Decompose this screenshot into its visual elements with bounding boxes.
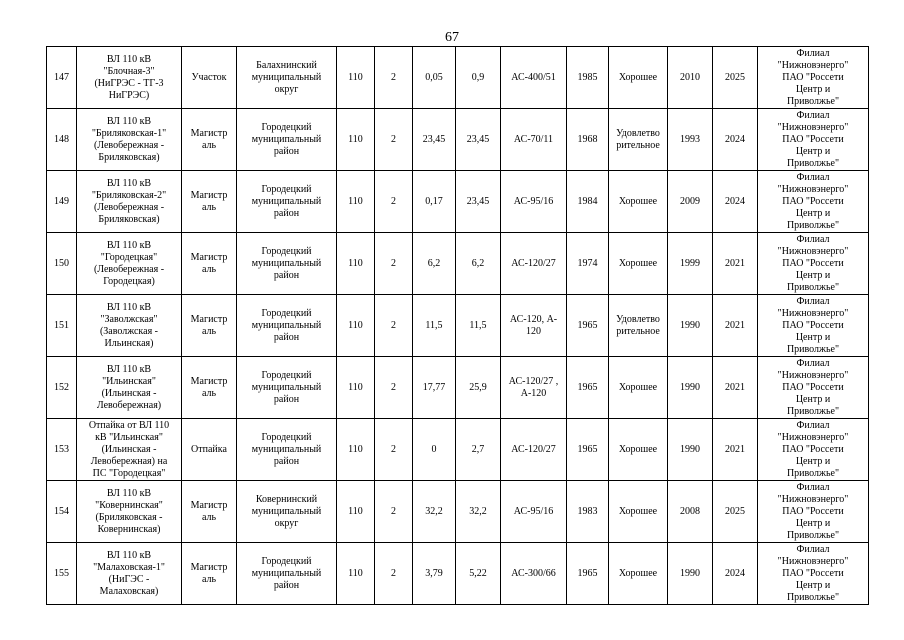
- cell-text-line: Центр и: [795, 145, 831, 157]
- cell-text-line: аль: [201, 263, 217, 275]
- table-row: [47, 357, 869, 419]
- cell-text-line: Филиал: [796, 419, 830, 431]
- year-repair-cell: 2009: [668, 171, 713, 233]
- table-row: [47, 419, 869, 481]
- cell-text-line: Городецкий: [261, 431, 312, 443]
- cell-text-line: Центр и: [795, 83, 831, 95]
- district-cell: [237, 543, 337, 605]
- cell-text-line: "Бриляковская-1": [91, 127, 167, 139]
- cell-text-line: Левобережная) на: [90, 455, 168, 467]
- cell-text-line: Приволжье": [786, 157, 840, 169]
- wire-brand-cell: [501, 47, 567, 109]
- cell-text-line: "Бриляковская-2": [91, 189, 167, 201]
- year-next-cell: 2021: [713, 419, 758, 481]
- cell-text-line: ПАО "Россети: [782, 71, 844, 83]
- line-name-cell: [77, 419, 182, 481]
- district-cell: [237, 419, 337, 481]
- cell-text-line: Приволжье": [786, 281, 840, 293]
- section-length-cell: 23,45: [413, 109, 456, 171]
- cell-text-line: Магистр: [190, 499, 228, 511]
- cell-text-line: Городецкий: [261, 369, 312, 381]
- cell-text-line: Приволжье": [786, 529, 840, 541]
- district-cell: [237, 481, 337, 543]
- cell-text-line: АС-300/66: [511, 567, 556, 579]
- cell-text-line: муниципальный: [251, 257, 322, 269]
- cell-text-line: А-120: [520, 387, 547, 399]
- cell-text-line: "Нижновэнерго": [777, 431, 849, 443]
- cell-text-line: район: [273, 269, 300, 281]
- table-row: [47, 47, 869, 109]
- year-built-cell: 1965: [567, 295, 609, 357]
- cell-text-line: "Нижновэнерго": [777, 121, 849, 133]
- year-built-cell: 1968: [567, 109, 609, 171]
- cell-text-line: (Бриляковская -: [95, 511, 163, 523]
- cell-text-line: ПС "Городецкая": [92, 467, 166, 479]
- cell-text-line: Удовлетво: [616, 313, 660, 325]
- condition-cell: [609, 109, 668, 171]
- cell-text-line: Филиал: [796, 295, 830, 307]
- cell-text-line: ПАО "Россети: [782, 381, 844, 393]
- total-length-cell: 23,45: [456, 171, 501, 233]
- cell-text-line: НиГРЭС): [108, 89, 150, 101]
- cell-text-line: (Левобережная -: [93, 201, 165, 213]
- cell-text-line: Филиал: [796, 481, 830, 493]
- owner-cell: [758, 47, 869, 109]
- cell-text-line: рительное: [616, 139, 660, 151]
- cell-text-line: ПАО "Россети: [782, 319, 844, 331]
- cell-text-line: "Заволжская": [100, 313, 158, 325]
- cell-text-line: (НиГРЭС - ТГ-3: [94, 77, 164, 89]
- section-length-cell: 0: [413, 419, 456, 481]
- cell-text-line: Городецкий: [261, 555, 312, 567]
- cell-text-line: "Нижновэнерго": [777, 493, 849, 505]
- year-repair-cell: 1993: [668, 109, 713, 171]
- cell-text-line: Филиал: [796, 171, 830, 183]
- voltage-cell: 110: [337, 419, 375, 481]
- cell-text-line: Участок: [191, 71, 227, 83]
- cell-text-line: Отпайка: [191, 443, 227, 455]
- year-built-cell: 1984: [567, 171, 609, 233]
- cell-text-line: Магистр: [190, 251, 228, 263]
- cell-text-line: Городецкая): [103, 275, 155, 287]
- cell-text-line: Городецкий: [261, 183, 312, 195]
- cell-text-line: Хорошее: [618, 381, 658, 393]
- cell-text-line: округ: [274, 517, 299, 529]
- condition-cell: [609, 419, 668, 481]
- line-name-cell: [77, 233, 182, 295]
- circuits-cell: 2: [375, 357, 413, 419]
- wire-brand-cell: [501, 543, 567, 605]
- year-repair-cell: 1999: [668, 233, 713, 295]
- circuits-cell: 2: [375, 481, 413, 543]
- cell-text-line: Филиал: [796, 543, 830, 555]
- voltage-cell: 110: [337, 109, 375, 171]
- year-repair-cell: 2010: [668, 47, 713, 109]
- cell-text-line: "Нижновэнерго": [777, 245, 849, 257]
- cell-text-line: "Нижновэнерго": [777, 59, 849, 71]
- cell-text-line: АС-120/27: [511, 257, 556, 269]
- cell-text-line: Приволжье": [786, 591, 840, 603]
- cell-text-line: ПАО "Россети: [782, 257, 844, 269]
- district-cell: [237, 233, 337, 295]
- cell-text-line: Филиал: [796, 233, 830, 245]
- year-repair-cell: 1990: [668, 357, 713, 419]
- cell-text-line: кВ "Ильинская": [95, 431, 163, 443]
- circuits-cell: 2: [375, 233, 413, 295]
- cell-text-line: Приволжье": [786, 95, 840, 107]
- total-length-cell: 0,9: [456, 47, 501, 109]
- cell-text-line: "Ковернинская": [95, 499, 163, 511]
- wire-brand-cell: [501, 109, 567, 171]
- cell-text-line: ВЛ 110 кВ: [106, 549, 152, 561]
- circuits-cell: 2: [375, 47, 413, 109]
- cell-text-line: район: [273, 579, 300, 591]
- cell-text-line: район: [273, 145, 300, 157]
- voltage-cell: 110: [337, 543, 375, 605]
- owner-cell: [758, 233, 869, 295]
- owner-cell: [758, 357, 869, 419]
- total-length-cell: 25,9: [456, 357, 501, 419]
- year-repair-cell: 2008: [668, 481, 713, 543]
- cell-text-line: (Левобережная -: [93, 139, 165, 151]
- power-lines-table: [46, 46, 869, 605]
- cell-text-line: Малаховская): [99, 585, 159, 597]
- cell-text-line: Хорошее: [618, 257, 658, 269]
- cell-text-line: 120: [526, 325, 541, 337]
- line-name-cell: [77, 543, 182, 605]
- row-number-cell: 153: [47, 419, 77, 481]
- line-name-cell: [77, 109, 182, 171]
- cell-text-line: аль: [201, 387, 217, 399]
- section-type-cell: [182, 47, 237, 109]
- cell-text-line: ПАО "Россети: [782, 195, 844, 207]
- cell-text-line: район: [273, 393, 300, 405]
- cell-text-line: Приволжье": [786, 467, 840, 479]
- cell-text-line: Ковернинская): [97, 523, 161, 535]
- section-length-cell: 17,77: [413, 357, 456, 419]
- cell-text-line: ВЛ 110 кВ: [106, 53, 152, 65]
- line-name-cell: [77, 481, 182, 543]
- condition-cell: [609, 233, 668, 295]
- condition-cell: [609, 481, 668, 543]
- cell-text-line: ПАО "Россети: [782, 567, 844, 579]
- cell-text-line: муниципальный: [251, 443, 322, 455]
- cell-text-line: (НиГЭС -: [108, 573, 150, 585]
- cell-text-line: район: [273, 207, 300, 219]
- voltage-cell: 110: [337, 295, 375, 357]
- section-type-cell: [182, 419, 237, 481]
- cell-text-line: Магистр: [190, 561, 228, 573]
- row-number-cell: 148: [47, 109, 77, 171]
- cell-text-line: муниципальный: [251, 319, 322, 331]
- owner-cell: [758, 419, 869, 481]
- cell-text-line: Приволжье": [786, 219, 840, 231]
- cell-text-line: ВЛ 110 кВ: [106, 115, 152, 127]
- year-built-cell: 1985: [567, 47, 609, 109]
- circuits-cell: 2: [375, 419, 413, 481]
- condition-cell: [609, 47, 668, 109]
- section-length-cell: 6,2: [413, 233, 456, 295]
- year-built-cell: 1965: [567, 357, 609, 419]
- cell-text-line: "Нижновэнерго": [777, 183, 849, 195]
- cell-text-line: "Малаховская-1": [93, 561, 165, 573]
- cell-text-line: Филиал: [796, 47, 830, 59]
- district-cell: [237, 357, 337, 419]
- cell-text-line: (Ильинская -: [101, 387, 157, 399]
- cell-text-line: Приволжье": [786, 343, 840, 355]
- cell-text-line: Центр и: [795, 455, 831, 467]
- cell-text-line: Ковернинский: [255, 493, 318, 505]
- section-length-cell: 11,5: [413, 295, 456, 357]
- cell-text-line: ВЛ 110 кВ: [106, 177, 152, 189]
- cell-text-line: Хорошее: [618, 71, 658, 83]
- line-name-cell: [77, 295, 182, 357]
- wire-brand-cell: [501, 295, 567, 357]
- owner-cell: [758, 171, 869, 233]
- cell-text-line: муниципальный: [251, 195, 322, 207]
- cell-text-line: ВЛ 110 кВ: [106, 487, 152, 499]
- cell-text-line: "Нижновэнерго": [777, 369, 849, 381]
- owner-cell: [758, 295, 869, 357]
- cell-text-line: Левобережная): [96, 399, 162, 411]
- year-built-cell: 1974: [567, 233, 609, 295]
- cell-text-line: Центр и: [795, 393, 831, 405]
- district-cell: [237, 47, 337, 109]
- cell-text-line: "Блочная-3": [103, 65, 155, 77]
- year-next-cell: 2024: [713, 109, 758, 171]
- year-next-cell: 2021: [713, 233, 758, 295]
- cell-text-line: округ: [274, 83, 299, 95]
- cell-text-line: (Заволжская -: [99, 325, 159, 337]
- cell-text-line: аль: [201, 325, 217, 337]
- total-length-cell: 23,45: [456, 109, 501, 171]
- total-length-cell: 6,2: [456, 233, 501, 295]
- cell-text-line: Магистр: [190, 127, 228, 139]
- line-name-cell: [77, 171, 182, 233]
- cell-text-line: "Ильинская": [102, 375, 156, 387]
- year-next-cell: 2024: [713, 543, 758, 605]
- year-next-cell: 2021: [713, 357, 758, 419]
- cell-text-line: ПАО "Россети: [782, 505, 844, 517]
- row-number-cell: 147: [47, 47, 77, 109]
- voltage-cell: 110: [337, 171, 375, 233]
- table-row: [47, 233, 869, 295]
- cell-text-line: Ильинская): [104, 337, 154, 349]
- district-cell: [237, 295, 337, 357]
- wire-brand-cell: [501, 171, 567, 233]
- section-type-cell: [182, 233, 237, 295]
- cell-text-line: аль: [201, 201, 217, 213]
- cell-text-line: ПАО "Россети: [782, 133, 844, 145]
- row-number-cell: 150: [47, 233, 77, 295]
- cell-text-line: Хорошее: [618, 505, 658, 517]
- voltage-cell: 110: [337, 233, 375, 295]
- cell-text-line: "Нижновэнерго": [777, 307, 849, 319]
- cell-text-line: Балахнинский: [256, 59, 317, 71]
- condition-cell: [609, 543, 668, 605]
- cell-text-line: Отпайка от ВЛ 110: [88, 419, 170, 431]
- wire-brand-cell: [501, 481, 567, 543]
- owner-cell: [758, 543, 869, 605]
- cell-text-line: ВЛ 110 кВ: [106, 301, 152, 313]
- cell-text-line: Бриляковская): [98, 151, 160, 163]
- cell-text-line: Городецкий: [261, 121, 312, 133]
- table-row: [47, 295, 869, 357]
- cell-text-line: муниципальный: [251, 567, 322, 579]
- wire-brand-cell: [501, 233, 567, 295]
- cell-text-line: АС-120/27 ,: [508, 375, 559, 387]
- cell-text-line: АС-95/16: [513, 195, 554, 207]
- year-next-cell: 2024: [713, 171, 758, 233]
- cell-text-line: Приволжье": [786, 405, 840, 417]
- year-repair-cell: 1990: [668, 543, 713, 605]
- cell-text-line: АС-95/16: [513, 505, 554, 517]
- table-row: [47, 109, 869, 171]
- cell-text-line: Хорошее: [618, 443, 658, 455]
- cell-text-line: "Нижновэнерго": [777, 555, 849, 567]
- condition-cell: [609, 357, 668, 419]
- cell-text-line: район: [273, 331, 300, 343]
- section-type-cell: [182, 295, 237, 357]
- year-next-cell: 2025: [713, 481, 758, 543]
- cell-text-line: ВЛ 110 кВ: [106, 239, 152, 251]
- cell-text-line: муниципальный: [251, 133, 322, 145]
- cell-text-line: муниципальный: [251, 381, 322, 393]
- district-cell: [237, 171, 337, 233]
- section-length-cell: 0,05: [413, 47, 456, 109]
- table-row: [47, 481, 869, 543]
- cell-text-line: Городецкий: [261, 307, 312, 319]
- circuits-cell: 2: [375, 295, 413, 357]
- cell-text-line: Магистр: [190, 313, 228, 325]
- line-name-cell: [77, 47, 182, 109]
- table-row: [47, 543, 869, 605]
- year-next-cell: 2025: [713, 47, 758, 109]
- total-length-cell: 2,7: [456, 419, 501, 481]
- row-number-cell: 149: [47, 171, 77, 233]
- year-built-cell: 1983: [567, 481, 609, 543]
- cell-text-line: ПАО "Россети: [782, 443, 844, 455]
- cell-text-line: Центр и: [795, 207, 831, 219]
- total-length-cell: 5,22: [456, 543, 501, 605]
- cell-text-line: АС-120, А-: [509, 313, 558, 325]
- cell-text-line: Магистр: [190, 189, 228, 201]
- cell-text-line: ВЛ 110 кВ: [106, 363, 152, 375]
- cell-text-line: Филиал: [796, 357, 830, 369]
- section-length-cell: 32,2: [413, 481, 456, 543]
- table-row: [47, 171, 869, 233]
- section-type-cell: [182, 543, 237, 605]
- row-number-cell: 155: [47, 543, 77, 605]
- section-type-cell: [182, 171, 237, 233]
- cell-text-line: аль: [201, 573, 217, 585]
- cell-text-line: Магистр: [190, 375, 228, 387]
- cell-text-line: Городецкий: [261, 245, 312, 257]
- total-length-cell: 32,2: [456, 481, 501, 543]
- section-type-cell: [182, 357, 237, 419]
- wire-brand-cell: [501, 357, 567, 419]
- cell-text-line: "Городецкая": [100, 251, 158, 263]
- year-built-cell: 1965: [567, 419, 609, 481]
- wire-brand-cell: [501, 419, 567, 481]
- cell-text-line: АС-400/51: [511, 71, 556, 83]
- owner-cell: [758, 481, 869, 543]
- page-number: 67: [445, 30, 459, 45]
- condition-cell: [609, 171, 668, 233]
- cell-text-line: Центр и: [795, 579, 831, 591]
- year-built-cell: 1965: [567, 543, 609, 605]
- cell-text-line: муниципальный: [251, 505, 322, 517]
- cell-text-line: муниципальный: [251, 71, 322, 83]
- table-body: [47, 47, 869, 605]
- row-number-cell: 152: [47, 357, 77, 419]
- cell-text-line: аль: [201, 139, 217, 151]
- cell-text-line: Центр и: [795, 331, 831, 343]
- cell-text-line: район: [273, 455, 300, 467]
- section-type-cell: [182, 481, 237, 543]
- voltage-cell: 110: [337, 357, 375, 419]
- cell-text-line: (Левобережная -: [93, 263, 165, 275]
- row-number-cell: 154: [47, 481, 77, 543]
- line-name-cell: [77, 357, 182, 419]
- district-cell: [237, 109, 337, 171]
- cell-text-line: Центр и: [795, 269, 831, 281]
- cell-text-line: АС-70/11: [513, 133, 554, 145]
- condition-cell: [609, 295, 668, 357]
- cell-text-line: Филиал: [796, 109, 830, 121]
- circuits-cell: 2: [375, 109, 413, 171]
- cell-text-line: Хорошее: [618, 195, 658, 207]
- cell-text-line: Бриляковская): [98, 213, 160, 225]
- cell-text-line: Удовлетво: [616, 127, 660, 139]
- voltage-cell: 110: [337, 481, 375, 543]
- cell-text-line: Центр и: [795, 517, 831, 529]
- cell-text-line: (Ильинская -: [101, 443, 157, 455]
- section-length-cell: 3,79: [413, 543, 456, 605]
- cell-text-line: Хорошее: [618, 567, 658, 579]
- cell-text-line: АС-120/27: [511, 443, 556, 455]
- owner-cell: [758, 109, 869, 171]
- year-repair-cell: 1990: [668, 295, 713, 357]
- cell-text-line: аль: [201, 511, 217, 523]
- section-type-cell: [182, 109, 237, 171]
- row-number-cell: 151: [47, 295, 77, 357]
- circuits-cell: 2: [375, 543, 413, 605]
- circuits-cell: 2: [375, 171, 413, 233]
- year-repair-cell: 1990: [668, 419, 713, 481]
- total-length-cell: 11,5: [456, 295, 501, 357]
- voltage-cell: 110: [337, 47, 375, 109]
- year-next-cell: 2021: [713, 295, 758, 357]
- cell-text-line: рительное: [616, 325, 660, 337]
- section-length-cell: 0,17: [413, 171, 456, 233]
